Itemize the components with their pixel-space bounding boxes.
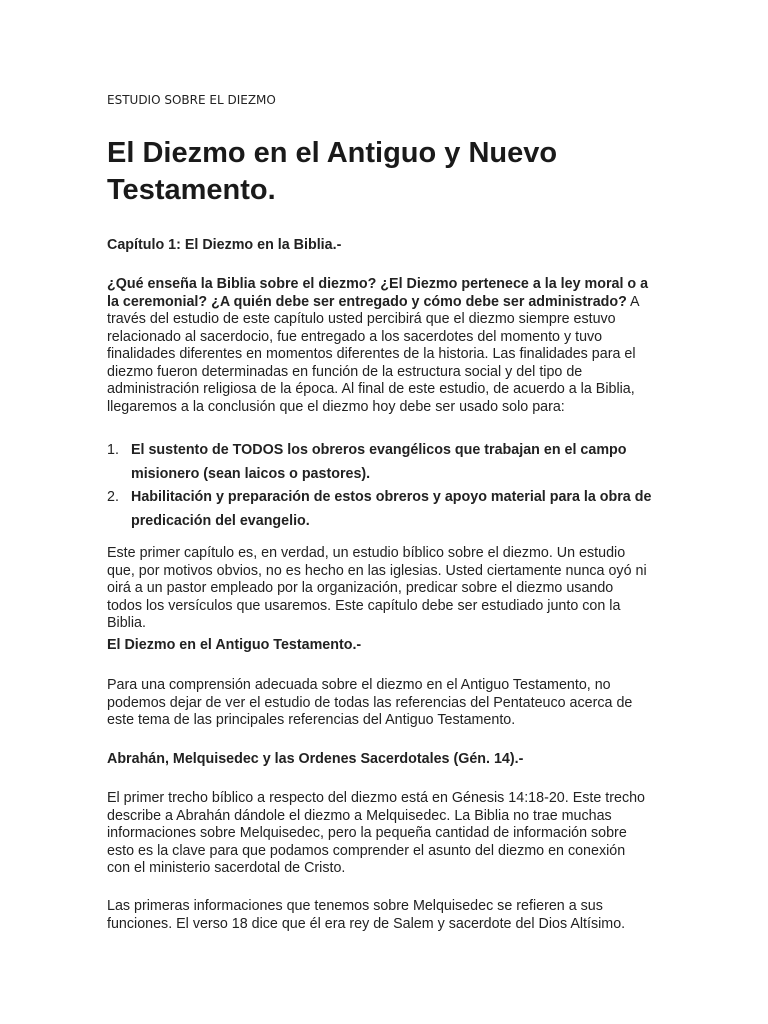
list-item-text: El sustento de TODOS los obreros evangélicos que trabajan en el campo misionero (sean laicos o pastores). xyxy=(131,442,627,482)
intro-text: A través del estudio de este capítulo usted percibirá que el diezmo siempre estuvo relacionado al sacerdocio, fue entregado a los sacerdotes del momento y tuvo finalidades diferentes en momentos diferentes de la historia. Las finalidades para el diezmo fueron determinadas en función de la estructura social y del tipo de administración religiosa de la época. Al final de este estudio, de acuerdo a la Biblia, llegaremos a la conclusión que el diezmo hoy debe ser usado solo para: xyxy=(107,293,639,415)
paragraph-genesis: El primer trecho bíblico a respecto del diezmo está en Génesis 14:18-20. Este trecho describe a Abrahán dándole el diezmo a Melquisedec. La Biblia no trae muchas informaciones sobre Melquisedec, pero la pequeña cantidad de información sobre esto es la clave para que podamos comprender el asunto del diezmo en conexión con el ministerio sacerdotal de Cristo. xyxy=(107,790,646,876)
purpose-list xyxy=(107,438,652,532)
list-item-number: 1. xyxy=(107,442,119,458)
list-item-number: 2. xyxy=(107,489,119,505)
list-item-text: Habilitación y preparación de estos obreros y apoyo material para la obra de predicación del evangelio. xyxy=(131,489,652,529)
chapter-heading: Capítulo 1: El Diezmo en la Biblia.- xyxy=(107,237,342,253)
document-title: El Diezmo en el Antiguo y Nuevo Testamento. xyxy=(107,137,558,206)
list-item xyxy=(107,438,652,486)
intro-questions: ¿Qué enseña la Biblia sobre el diezmo? ¿El Diezmo pertenece a la ley moral o a la ceremonial? ¿A quién debe ser entregado y cómo debe ser administrado? xyxy=(107,276,649,310)
paragraph-old-testament: Para una comprensión adecuada sobre el diezmo en el Antiguo Testamento, no podemos dejar de ver el estudio de todas las referencias del Pentateuco acerca de este tema de las principales referencias del Antiguo Testamento. xyxy=(107,677,633,728)
intro-paragraph xyxy=(107,276,652,416)
document-header-label: ESTUDIO SOBRE EL DIEZMO xyxy=(107,93,276,107)
list-item xyxy=(107,485,652,533)
paragraph-chapter-intro: Este primer capítulo es, en verdad, un estudio bíblico sobre el diezmo. Un estudio que, por motivos obvios, no es hecho en las iglesias. Usted ciertamente nunca oyó ni oirá a un pastor empleado por la organización, predicar sobre el diezmo usando todos los versículos que usaremos. Este capítulo debe ser estudiado junto con la Biblia. xyxy=(107,545,647,631)
heading-abraham-melquisedec: Abrahán, Melquisedec y las Ordenes Sacerdotales (Gén. 14).- xyxy=(107,751,524,767)
paragraph-melquisedec: Las primeras informaciones que tenemos sobre Melquisedec se refieren a sus funciones. El verso 18 dice que él era rey de Salem y sacerdote del Dios Altísimo. xyxy=(107,898,626,932)
heading-old-testament: El Diezmo en el Antiguo Testamento.- xyxy=(107,637,362,653)
